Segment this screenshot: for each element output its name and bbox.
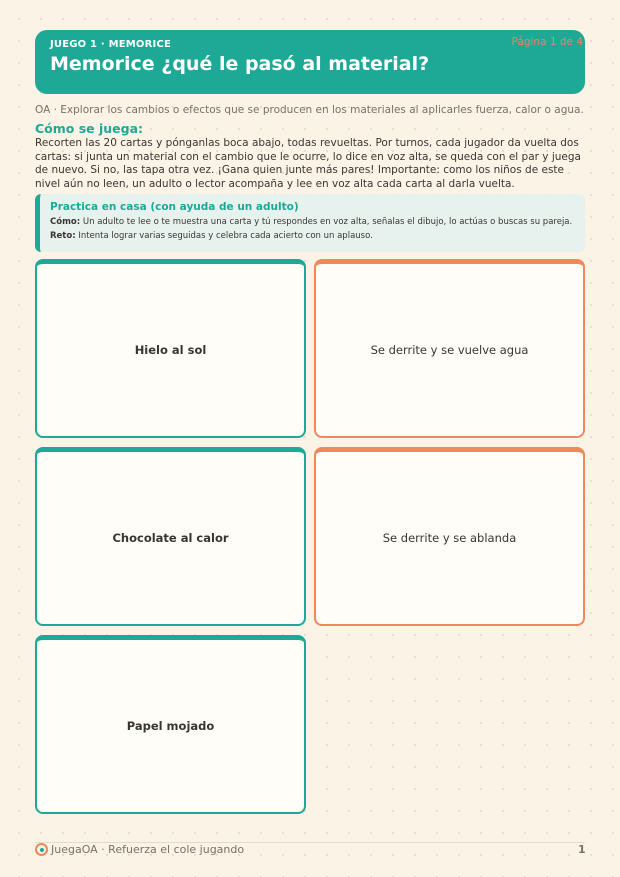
home-practice-challenge bbox=[50, 231, 575, 241]
card-material bbox=[35, 259, 306, 438]
card-label: Se derrite y se vuelve agua bbox=[370, 343, 529, 357]
how-label: Cómo: bbox=[50, 217, 81, 227]
game-kicker: JUEGO 1 · MEMORICE bbox=[50, 39, 172, 50]
footer-brand: JuegaOA · Refuerza el cole jugando bbox=[51, 843, 245, 856]
card-change bbox=[314, 447, 585, 626]
howto-heading: Cómo se juega: bbox=[35, 121, 144, 136]
page-title: Memorice ¿qué le pasó al material? bbox=[50, 53, 430, 75]
home-practice-box bbox=[35, 194, 585, 252]
card-label: Hielo al sol bbox=[134, 343, 207, 357]
challenge-text: Intenta lograr varias seguidas y celebra cada acierto con un aplauso. bbox=[78, 231, 373, 241]
home-practice-how bbox=[50, 217, 575, 227]
card-material bbox=[35, 635, 306, 814]
page-header bbox=[35, 30, 585, 94]
card-label: Chocolate al calor bbox=[112, 531, 229, 545]
brand-logo-icon bbox=[35, 843, 48, 856]
learning-objective: OA · Explorar los cambios o efectos que se producen en los materiales al aplicarles fuerza, calor o agua. bbox=[35, 104, 584, 116]
how-text: Un adulto te lee o te muestra una carta y tú respondes en voz alta, señalas el dibujo, lo actúas o buscas su pareja. bbox=[82, 217, 573, 227]
challenge-label: Reto: bbox=[50, 231, 76, 241]
card-label: Papel mojado bbox=[126, 719, 215, 733]
home-practice-title: Practica en casa (con ayuda de un adulto) bbox=[50, 201, 299, 213]
howto-instructions: Recorten las 20 cartas y pónganlas boca abajo, todas revueltas. Por turnos, cada jugador da vuelta dos cartas: si junta un material con el cambio que le ocurre, lo dice en voz alta, se queda con el par y juega de nuevo. Si no, las tapa otra vez. ¡Gana quien junte más pares! Importante: como los niños de este nivel aún no leen, un adulto o lector acompaña y lee en voz alta cada carta al darla vuelta. bbox=[35, 137, 581, 190]
card-change bbox=[314, 259, 585, 438]
page-number: 1 bbox=[578, 843, 586, 856]
card-material bbox=[35, 447, 306, 626]
page-badge: Página 1 de 4 bbox=[511, 36, 583, 48]
card-label: Se derrite y se ablanda bbox=[382, 531, 517, 545]
